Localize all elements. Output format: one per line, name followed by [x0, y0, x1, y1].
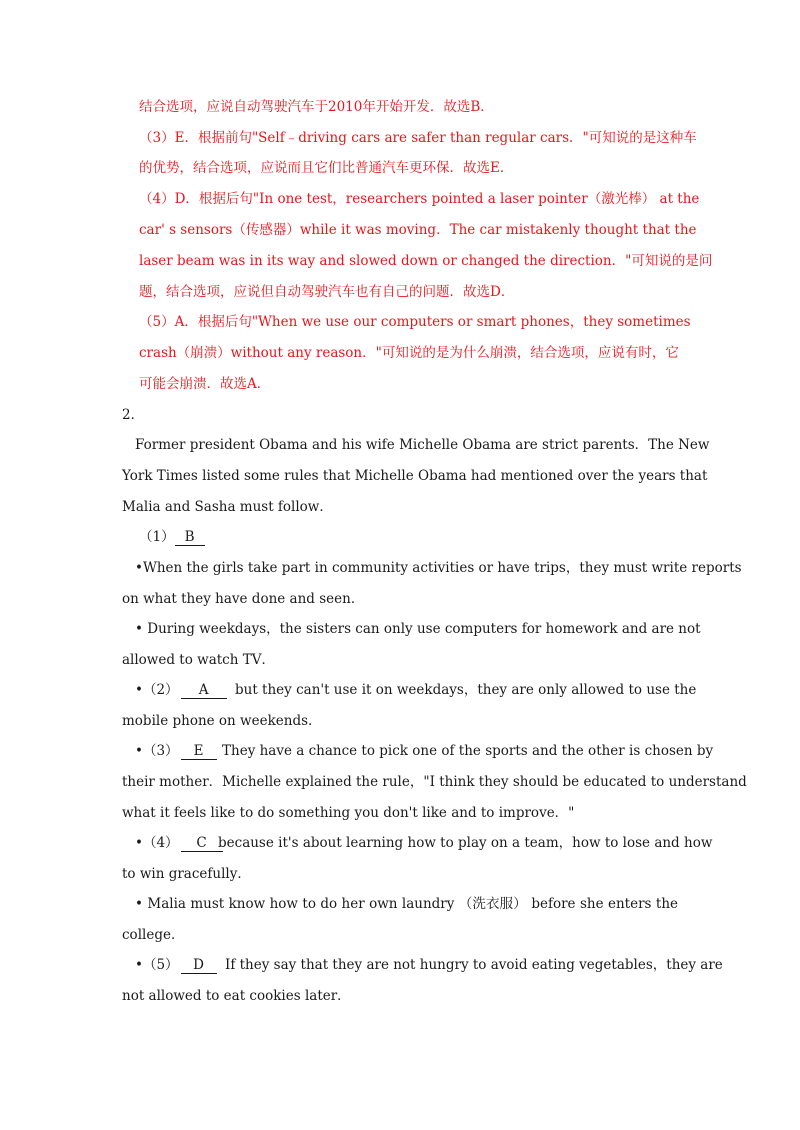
rule-2-line-1: • During weekdays，the sisters can only use computers for homework and are not [135, 621, 701, 637]
blank-2-prefix-line [135, 680, 227, 700]
blank-2-line-2: mobile phone on weekends． [122, 713, 322, 729]
rule-5-line-1: • Malia must know how to do her own laundry （洗衣服） before she enters the [135, 896, 678, 912]
blank-4-rest: because it's about learning how to play on a team，how to lose and how [218, 835, 713, 851]
blank-4-line-2: to win gracefully． [122, 866, 251, 882]
explanation-4-line-2: car' s sensors（传感器）while it was moving．The car mistakenly thought that the [139, 222, 697, 238]
explanation-4-line-3: laser beam was in its way and slowed down or changed the direction．"可知说的是问 [139, 253, 713, 269]
blank-4-answer: C [181, 835, 223, 852]
blank-4-prefix-line [135, 833, 223, 853]
explanation-4-line-4: 题，结合选项，应说但自动驾驶汽车也有自己的问题．故选D． [139, 284, 515, 300]
blank-2-label: •（2） [135, 682, 179, 698]
blank-5-answer: D [181, 957, 217, 974]
intro-line-2: York Times listed some rules that Michelle Obama had mentioned over the years that [122, 468, 708, 484]
blank-3-line-3: what it feels like to do something you don't like and to improve．" [122, 805, 575, 821]
blank-1-answer: B [175, 529, 205, 546]
explanation-5-line-3: 可能会崩溃．故选A． [139, 376, 271, 392]
blank-3-prefix-line [135, 741, 217, 761]
blank-2-rest: but they can't use it on weekdays，they are only allowed to use the [235, 682, 697, 698]
intro-line-1: Former president Obama and his wife Michelle Obama are strict parents．The New [135, 437, 710, 453]
blank-1-label: （1） [139, 529, 175, 545]
blank-5-prefix-line [135, 955, 217, 975]
explanation-5-line-1: （5）A．根据后句"When we use our computers or smart phones，they sometimes [139, 314, 691, 330]
explanation-2-line-1: 结合选项，应说自动驾驶汽车于2010年开始开发．故选B． [139, 99, 494, 115]
blank-5-line-2: not allowed to eat cookies later． [122, 988, 351, 1004]
blank-2-answer: A [181, 682, 227, 699]
blank-3-label: •（3） [135, 743, 179, 759]
blank-3-line-2: their mother．Michelle explained the rule，"I think they should be educated to understand [122, 774, 747, 790]
rule-1-line-1: •When the girls take part in community activities or have trips，they must write reports [135, 560, 742, 576]
blank-4-label: •（4） [135, 835, 179, 851]
blank-3-rest: They have a chance to pick one of the sports and the other is chosen by [222, 743, 714, 759]
blank-5-rest: If they say that they are not hungry to avoid eating vegetables，they are [225, 957, 723, 973]
intro-line-3: Malia and Sasha must follow． [122, 499, 333, 515]
blank-3-answer: E [181, 743, 217, 760]
explanation-4-line-1: （4）D．根据后句"In one test，researchers pointed a laser pointer（激光棒） at the [139, 191, 700, 207]
question-number: 2． [122, 407, 145, 423]
explanation-5-line-2: crash（崩溃）without any reason．"可知说的是为什么崩溃，结合选项，应说有时，它 [139, 345, 679, 361]
rule-1-line-2: on what they have done and seen． [122, 591, 365, 607]
blank-5-label: •（5） [135, 957, 179, 973]
blank-1 [139, 527, 205, 547]
rule-5-line-2: college． [122, 927, 185, 943]
explanation-3-line-1: （3）E．根据前句"Self﹣driving cars are safer than regular cars．"可知说的是这种车 [139, 130, 697, 146]
rule-2-line-2: allowed to watch TV． [122, 652, 275, 668]
explanation-3-line-2: 的优势，结合选项，应说而且它们比普通汽车更环保．故选E． [139, 160, 514, 176]
